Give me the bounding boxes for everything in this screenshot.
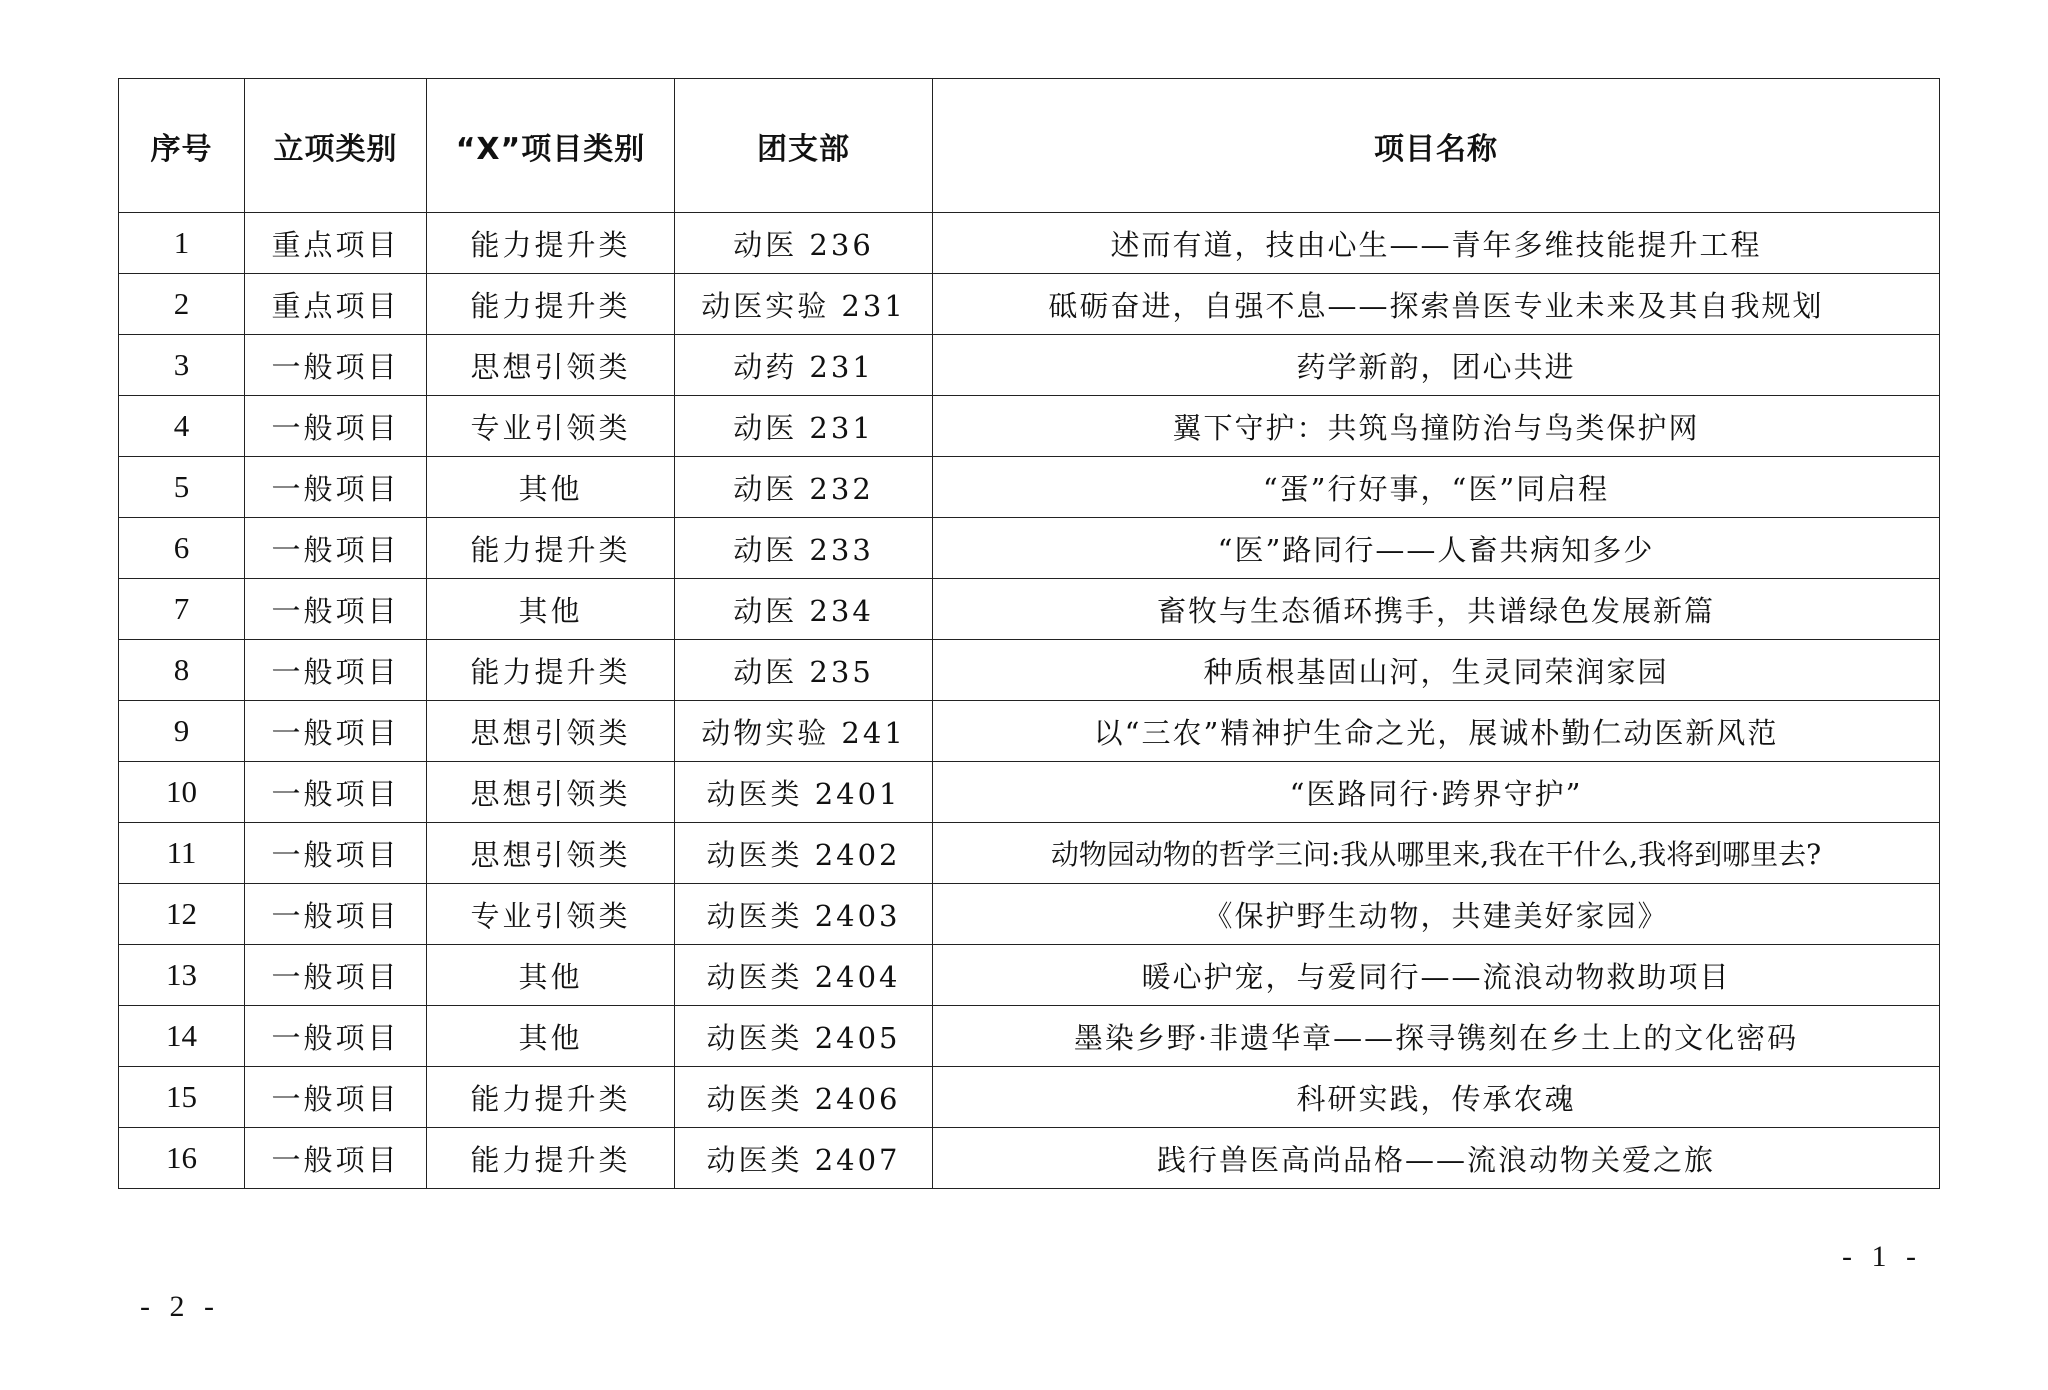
cell-category: 一般项目 — [245, 640, 427, 701]
cell-category: 一般项目 — [245, 1006, 427, 1067]
cell-branch: 动医 231 — [675, 396, 933, 457]
cell-seq: 8 — [119, 640, 245, 701]
table-row — [119, 396, 1940, 457]
cell-seq: 3 — [119, 335, 245, 396]
cell-seq: 15 — [119, 1067, 245, 1128]
cell-x-category: 能力提升类 — [427, 640, 675, 701]
cell-seq: 11 — [119, 823, 245, 884]
cell-category: 一般项目 — [245, 396, 427, 457]
cell-branch: 动医 234 — [675, 579, 933, 640]
cell-branch: 动医类 2407 — [675, 1128, 933, 1189]
table-row — [119, 945, 1940, 1006]
table-row — [119, 762, 1940, 823]
cell-seq: 6 — [119, 518, 245, 579]
table-row — [119, 457, 1940, 518]
cell-category: 一般项目 — [245, 945, 427, 1006]
cell-x-category: 其他 — [427, 457, 675, 518]
cell-project-name: 墨染乡野·非遗华章——探寻镌刻在乡土上的文化密码 — [933, 1006, 1940, 1067]
cell-x-category: 能力提升类 — [427, 1128, 675, 1189]
cell-x-category: 能力提升类 — [427, 213, 675, 274]
project-table — [118, 78, 1940, 1189]
cell-seq: 7 — [119, 579, 245, 640]
cell-x-category: 专业引领类 — [427, 884, 675, 945]
cell-branch: 动医 233 — [675, 518, 933, 579]
cell-branch: 动医类 2402 — [675, 823, 933, 884]
cell-branch: 动医类 2401 — [675, 762, 933, 823]
cell-category: 重点项目 — [245, 274, 427, 335]
cell-seq: 9 — [119, 701, 245, 762]
cell-project-name: 以“三农”精神护生命之光，展诚朴勤仁动医新风范 — [933, 701, 1940, 762]
cell-seq: 13 — [119, 945, 245, 1006]
cell-x-category: 专业引领类 — [427, 396, 675, 457]
cell-project-name: 践行兽医高尚品格——流浪动物关爱之旅 — [933, 1128, 1940, 1189]
cell-category: 一般项目 — [245, 518, 427, 579]
cell-seq: 2 — [119, 274, 245, 335]
cell-x-category: 思想引领类 — [427, 823, 675, 884]
header-x-category: “X”项目类别 — [427, 79, 675, 213]
cell-branch: 动医 236 — [675, 213, 933, 274]
cell-seq: 5 — [119, 457, 245, 518]
cell-category: 一般项目 — [245, 823, 427, 884]
table-row — [119, 1006, 1940, 1067]
cell-x-category: 其他 — [427, 945, 675, 1006]
cell-x-category: 其他 — [427, 1006, 675, 1067]
header-seq: 序号 — [119, 79, 245, 213]
cell-branch: 动医实验 231 — [675, 274, 933, 335]
page-number-right: - 1 - — [1842, 1240, 1922, 1273]
header-branch: 团支部 — [675, 79, 933, 213]
cell-project-name: “蛋”行好事，“医”同启程 — [933, 457, 1940, 518]
cell-x-category: 思想引领类 — [427, 762, 675, 823]
cell-project-name: 述而有道，技由心生——青年多维技能提升工程 — [933, 213, 1940, 274]
cell-category: 重点项目 — [245, 213, 427, 274]
cell-branch: 动药 231 — [675, 335, 933, 396]
cell-seq: 10 — [119, 762, 245, 823]
cell-project-name: 科研实践，传承农魂 — [933, 1067, 1940, 1128]
table-row — [119, 213, 1940, 274]
table-row — [119, 1128, 1940, 1189]
table-body — [119, 213, 1940, 1189]
cell-branch: 动医类 2406 — [675, 1067, 933, 1128]
cell-category: 一般项目 — [245, 1067, 427, 1128]
table-row — [119, 518, 1940, 579]
cell-project-name: 畜牧与生态循环携手，共谱绿色发展新篇 — [933, 579, 1940, 640]
cell-branch: 动医类 2403 — [675, 884, 933, 945]
cell-project-name: 药学新韵，团心共进 — [933, 335, 1940, 396]
cell-project-name: 动物园动物的哲学三问:我从哪里来,我在干什么,我将到哪里去? — [933, 823, 1940, 884]
cell-category: 一般项目 — [245, 1128, 427, 1189]
cell-branch: 动医类 2405 — [675, 1006, 933, 1067]
table-header — [119, 79, 1940, 213]
header-row — [119, 79, 1940, 213]
table-row — [119, 335, 1940, 396]
cell-x-category: 思想引领类 — [427, 701, 675, 762]
table-row — [119, 1067, 1940, 1128]
table-row — [119, 640, 1940, 701]
cell-project-name: 翼下守护：共筑鸟撞防治与鸟类保护网 — [933, 396, 1940, 457]
cell-project-name: 《保护野生动物，共建美好家园》 — [933, 884, 1940, 945]
cell-branch: 动医 232 — [675, 457, 933, 518]
cell-category: 一般项目 — [245, 457, 427, 518]
cell-x-category: 思想引领类 — [427, 335, 675, 396]
cell-seq: 4 — [119, 396, 245, 457]
table-row — [119, 701, 1940, 762]
cell-category: 一般项目 — [245, 884, 427, 945]
cell-x-category: 能力提升类 — [427, 518, 675, 579]
cell-x-category: 能力提升类 — [427, 274, 675, 335]
cell-category: 一般项目 — [245, 701, 427, 762]
cell-category: 一般项目 — [245, 335, 427, 396]
cell-x-category: 能力提升类 — [427, 1067, 675, 1128]
cell-x-category: 其他 — [427, 579, 675, 640]
page-number-left: - 2 - — [140, 1290, 220, 1323]
cell-project-name: 暖心护宠，与爱同行——流浪动物救助项目 — [933, 945, 1940, 1006]
header-category: 立项类别 — [245, 79, 427, 213]
cell-project-name: 种质根基固山河，生灵同荣润家园 — [933, 640, 1940, 701]
cell-seq: 14 — [119, 1006, 245, 1067]
cell-seq: 1 — [119, 213, 245, 274]
table-row — [119, 274, 1940, 335]
cell-branch: 动医类 2404 — [675, 945, 933, 1006]
cell-seq: 16 — [119, 1128, 245, 1189]
table-row — [119, 579, 1940, 640]
table-row — [119, 823, 1940, 884]
table-row — [119, 884, 1940, 945]
cell-project-name: “医”路同行——人畜共病知多少 — [933, 518, 1940, 579]
cell-branch: 动物实验 241 — [675, 701, 933, 762]
header-project-name: 项目名称 — [933, 79, 1940, 213]
cell-category: 一般项目 — [245, 762, 427, 823]
cell-project-name: 砥砺奋进，自强不息——探索兽医专业未来及其自我规划 — [933, 274, 1940, 335]
cell-project-name: “医路同行·跨界守护” — [933, 762, 1940, 823]
cell-branch: 动医 235 — [675, 640, 933, 701]
cell-seq: 12 — [119, 884, 245, 945]
cell-category: 一般项目 — [245, 579, 427, 640]
